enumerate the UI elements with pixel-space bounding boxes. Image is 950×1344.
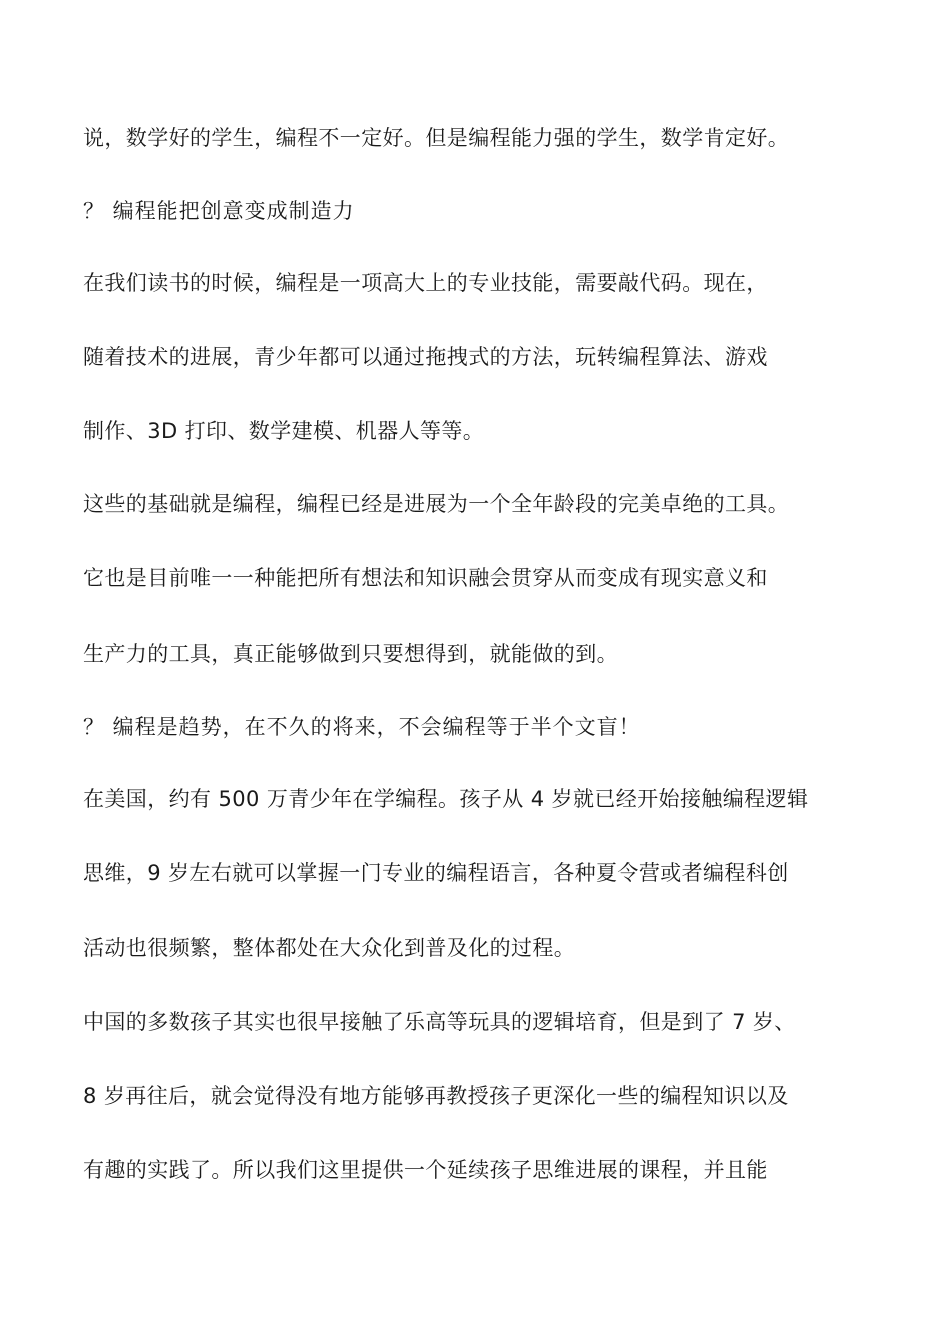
paragraph-line: 它也是目前唯一一种能把所有想法和知识融会贯穿从而变成有现实意义和 [83, 566, 768, 590]
paragraph-line: 有趣的实践了。所以我们这里提供一个延续孩子思维进展的课程，并且能 [83, 1158, 768, 1182]
paragraph-line: 中国的多数孩子其实也很早接触了乐高等玩具的逻辑培育，但是到了 7 岁、 [83, 1010, 796, 1034]
paragraph-line: 这些的基础就是编程，编程已经是进展为一个全年龄段的完美卓绝的工具。 [83, 492, 790, 516]
paragraph-line: 思维，9 岁左右就可以掌握一门专业的编程语言，各种夏令营或者编程科创 [83, 861, 789, 885]
paragraph-line: 8 岁再往后，就会觉得没有地方能够再教授孩子更深化一些的编程知识以及 [83, 1084, 789, 1108]
paragraph-line: 制作、3D 打印、数学建模、机器人等等。 [83, 419, 485, 443]
section-heading: ？ 编程是趋势，在不久的将来，不会编程等于半个文盲！ [83, 715, 641, 739]
paragraph-line: 说，数学好的学生，编程不一定好。但是编程能力强的学生，数学肯定好。 [83, 126, 790, 150]
paragraph-line: 随着技术的进展，青少年都可以通过拖拽式的方法，玩转编程算法、游戏 [83, 345, 768, 369]
section-heading: ？ 编程能把创意变成制造力 [83, 199, 355, 223]
paragraph-line: 活动也很频繁，整体都处在大众化到普及化的过程。 [83, 936, 576, 960]
paragraph-line: 在我们读书的时候，编程是一项高大上的专业技能，需要敲代码。现在， [83, 271, 768, 295]
paragraph-line: 生产力的工具，真正能够做到只要想得到，就能做的到。 [83, 642, 618, 666]
paragraph-line: 在美国，约有 500 万青少年在学编程。孩子从 4 岁就已经开始接触编程逻辑 [83, 787, 809, 811]
